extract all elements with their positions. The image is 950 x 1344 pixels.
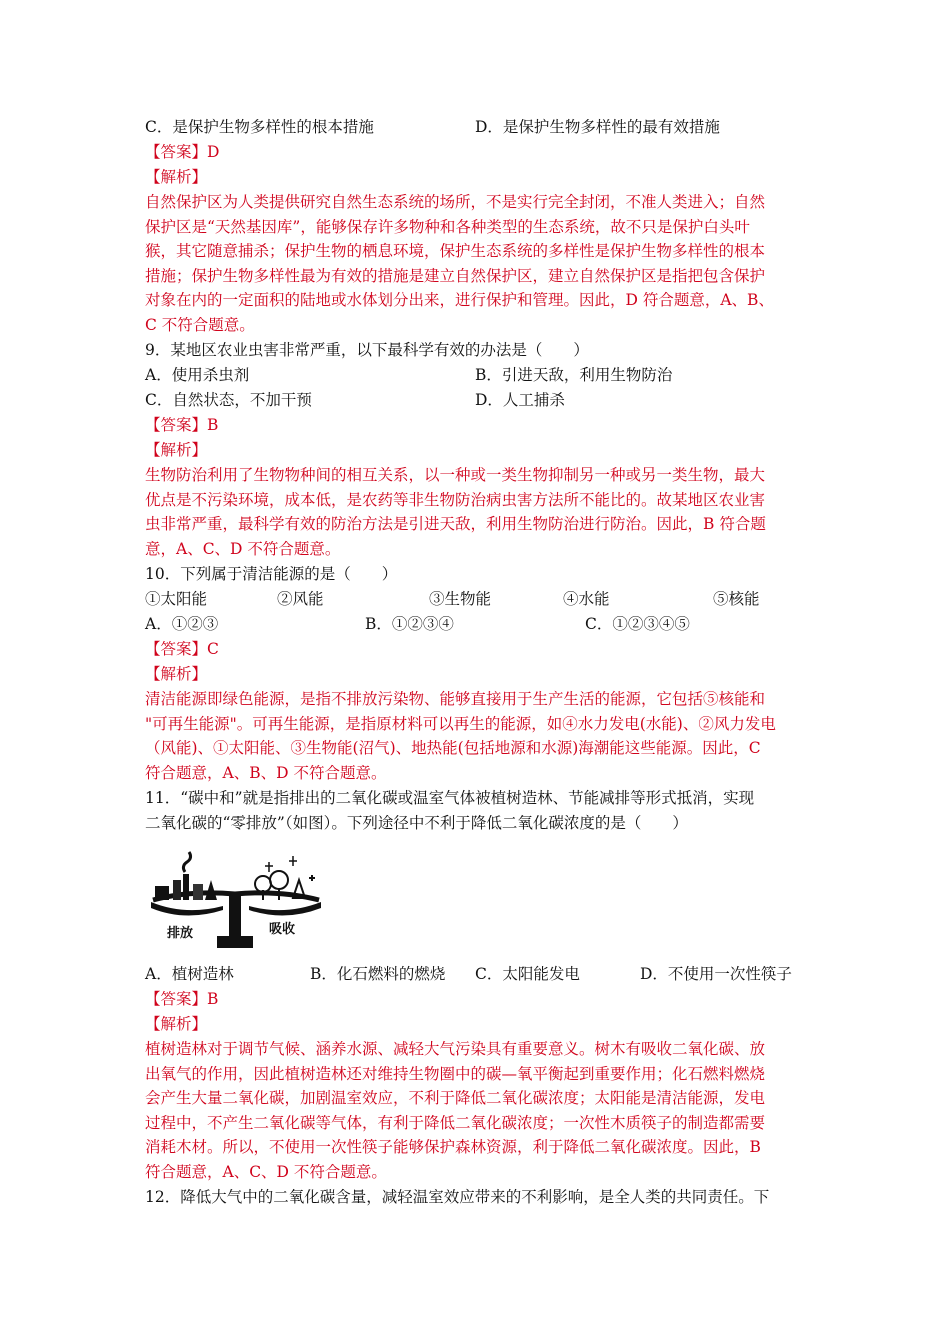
q10-stem: 10．下列属于清洁能源的是（ ） — [145, 565, 398, 583]
q9-analysis-line: 优点是不污染环境，成本低，是农药等非生物防治病虫害方法所不能比的。故某地区农业害 — [145, 490, 766, 509]
q9-option-c[interactable]: C．自然状态，不加干预 — [145, 391, 312, 409]
q9-answer: 【答案】B — [145, 416, 219, 434]
q9-option-d[interactable]: D．人工捕杀 — [475, 391, 565, 409]
q10-options-row — [145, 612, 690, 637]
q10-answer: 【答案】C — [145, 640, 219, 658]
q10-analysis-line: 符合题意，A、B、D 不符合题意。 — [145, 763, 387, 782]
q10-analysis-line: 清洁能源即绿色能源，是指不排放污染物、能够直接用于生产生活的能源，它包括⑤核能和 — [145, 690, 766, 708]
q10-items-row — [145, 587, 760, 612]
q9-option-a[interactable]: A．使用杀虫剂 — [145, 366, 250, 384]
q12-stem: 12．降低大气中的二氧化碳含量，减轻温室效应带来的不利影响，是全人类的共同责任。下 — [145, 1188, 770, 1206]
q9-analysis-line: 生物防治利用了生物物种间的相互关系，以一种或一类生物抑制另一种或另一类生物，最大 — [145, 466, 766, 484]
q9-options-row-2 — [145, 388, 565, 413]
figure-emission-label: 排放 — [167, 926, 194, 941]
q9-option-b[interactable]: B．引进天敌，利用生物防治 — [475, 366, 673, 384]
q10-item: ⑤核能 — [713, 590, 760, 608]
q11-option-b[interactable]: B．化石燃料的燃烧 — [310, 965, 446, 983]
q11-stem-line: 11．“碳中和”就是指排出的二氧化碳或温室气体被植树造林、节能减排等形式抵消，实现 — [145, 789, 755, 807]
q11-analysis-line: 会产生大量二氧化碳，加剧温室效应，不利于降低二氧化碳浓度；太阳能是清洁能源，发电 — [145, 1089, 766, 1107]
q8-analysis-line: 措施；保护生物多样性最为有效的措施是建立自然保护区，建立自然保护区是指把包含保护 — [145, 266, 766, 285]
q8-answer: 【答案】D — [145, 143, 220, 161]
q8-option-c[interactable]: C．是保护生物多样性的根本措施 — [145, 118, 374, 136]
q11-option-a[interactable]: A．植树造林 — [145, 965, 234, 983]
q8-option-d[interactable]: D．是保护生物多样性的最有效措施 — [475, 118, 720, 136]
q11-option-d[interactable]: D．不使用一次性筷子 — [640, 965, 792, 983]
q11-answer: 【答案】B — [145, 990, 219, 1008]
q9-analysis-line: 意，A、C、D 不符合题意。 — [145, 539, 341, 558]
q10-analysis-line: （风能)、①太阳能、③生物能(沼气)、地热能(包括地源和水源)海潮能这些能源。因此，C — [145, 739, 761, 757]
q11-stem-line: 二氧化碳的“零排放”（如图）。下列途径中不利于降低二氧化碳浓度的是（ ） — [145, 814, 688, 832]
q11-analysis-line: 出氧气的作用，因此植树造林还对维持生物圈中的碳—氧平衡起到重要作用；化石燃料燃烧 — [145, 1064, 766, 1083]
q11-analysis-line: 符合题意，A、C、D 不符合题意。 — [145, 1162, 387, 1181]
q10-item: ③生物能 — [429, 590, 492, 608]
q10-option-c[interactable]: C．①②③④⑤ — [585, 615, 690, 633]
q8-analysis-label: 【解析】 — [145, 168, 208, 186]
q11-analysis-line: 消耗木材。所以，不使用一次性筷子能够保护森林资源，利于降低二氧化碳浓度。因此，B — [145, 1138, 761, 1156]
q8-options-row — [145, 115, 720, 140]
q11-option-c[interactable]: C．太阳能发电 — [475, 965, 580, 983]
q8-analysis-line: 保护区是“天然基因库”，能够保存许多物种和各种类型的生态系统，故不只是保护白头叶 — [145, 217, 750, 236]
q9-analysis-label: 【解析】 — [145, 441, 208, 459]
q10-analysis-label: 【解析】 — [145, 665, 208, 683]
q9-options-row-1 — [145, 363, 673, 388]
q11-options-row — [145, 962, 792, 987]
q8-analysis-line: 自然保护区为人类提供研究自然生态系统的场所，不是实行完全封闭，不准人类进入；自然 — [145, 193, 766, 211]
q11-analysis-line: 植树造林对于调节气候、涵养水源、减轻大气污染具有重要意义。树木有吸收二氧化碳、放 — [145, 1040, 766, 1058]
q11-analysis-line: 过程中，不产生二氧化碳等气体，有利于降低二氧化碳浓度；一次性木质筷子的制造都需要 — [145, 1113, 766, 1132]
q10-item: ①太阳能 — [145, 590, 208, 608]
figure-absorption-label: 吸收 — [269, 922, 296, 937]
carbon-balance-figure — [145, 850, 325, 955]
q10-option-b[interactable]: B．①②③④ — [365, 615, 454, 633]
q9-stem: 9．某地区农业虫害非常严重，以下最科学有效的办法是（ ） — [145, 341, 589, 359]
q10-option-a[interactable]: A．①②③ — [145, 615, 219, 633]
q10-analysis-line: "可再生能源"。可再生能源，是指原材料可以再生的能源，如④水力发电(水能)、②风力发电 — [145, 714, 776, 733]
q10-item: ④水能 — [563, 590, 610, 608]
q11-analysis-label: 【解析】 — [145, 1015, 208, 1033]
q8-analysis-line: 对象在内的一定面积的陆地或水体划分出来，进行保护和管理。因此，D 符合题意，A、B、 — [145, 291, 774, 309]
q8-analysis-line: 猴，其它随意捕杀；保护生物的栖息环境，保护生态系统的多样性是保护生物多样性的根本 — [145, 242, 766, 260]
q9-analysis-line: 虫非常严重，最科学有效的防治方法是引进天敌，利用生物防治进行防治。因此，B 符合题 — [145, 515, 766, 533]
q8-analysis-line: C 不符合题意。 — [145, 315, 255, 334]
q10-item: ②风能 — [277, 590, 324, 608]
